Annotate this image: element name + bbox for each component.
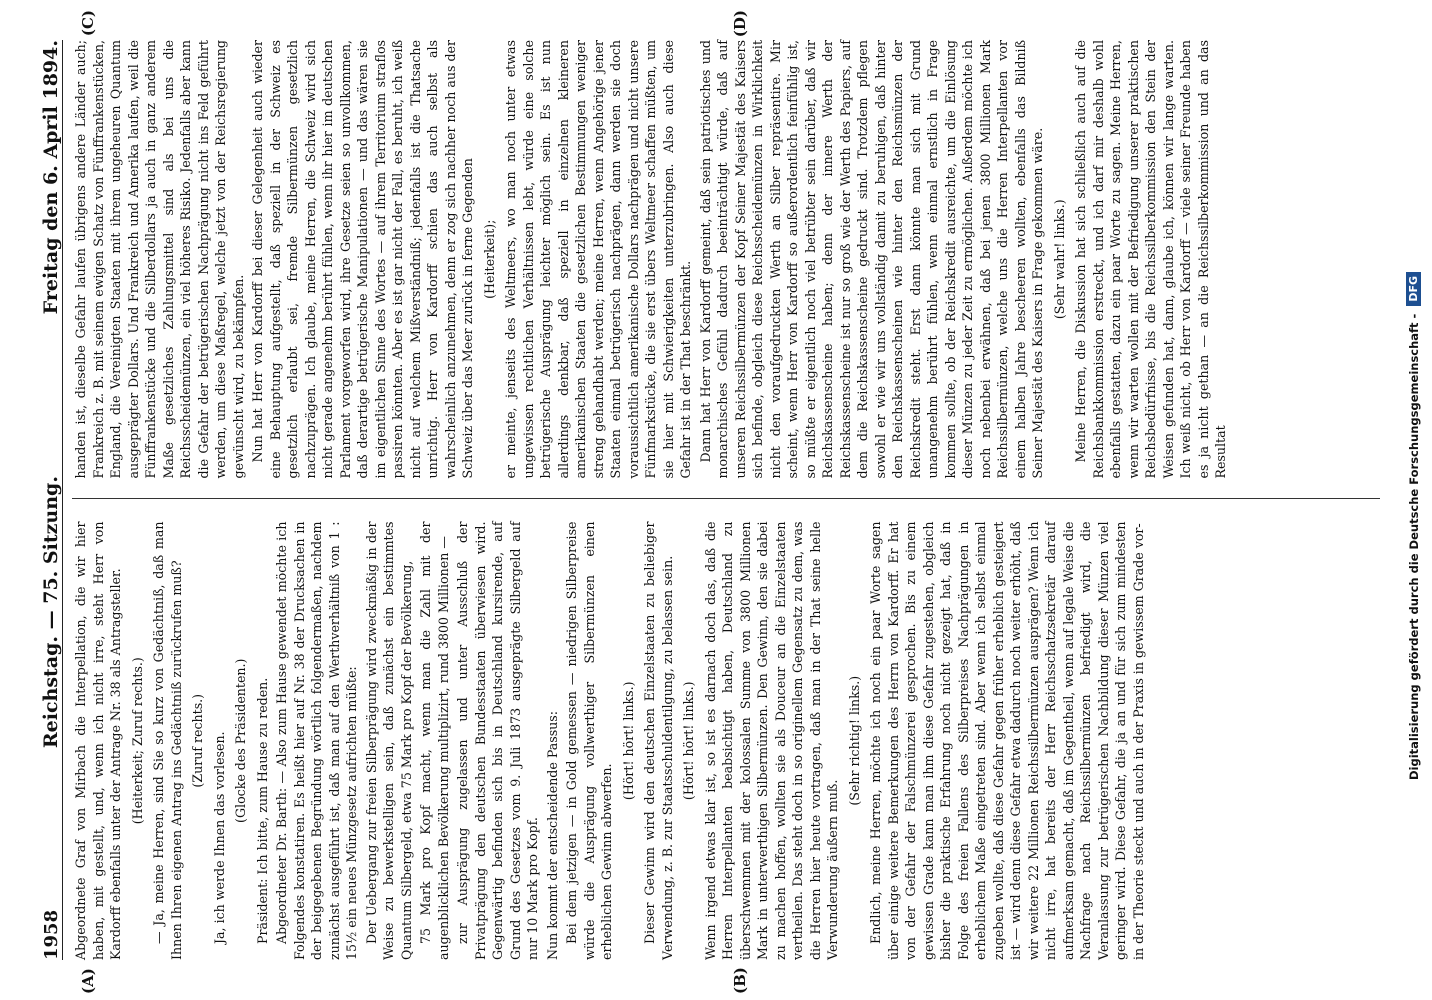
- interjection: (Sehr richtig! links.): [846, 675, 862, 806]
- paragraph: handen ist, dieselbe Gefahr laufen übrigens andere Länder auch; Frankreich z. B. mit seinem ewigen Schatz von Fünffrankenstücken, England, die Vereinigten Staaten mit ihrem ungeheuren Quantum ausgeprägter Dollars. Und Frankreich und Amerika laufen, weil die Fünffrankenstücke und die Silberdollars ja auch in ganz anderem Maße gesetzliches Zahlungsmittel sind als bei uns die Reichsscheidemünzen, ein viel höheres Risiko. Jedenfalls aber kann die Gefahr der betrügerischen Nachprägung nicht ins Feld geführt werden, um diese Maßregel, welche jetzt von der Reichsregierung gewünscht wird, zu bekämpfen.: [73, 40, 246, 479]
- interjection: (Heiterkeit);: [481, 219, 497, 299]
- paragraph: Nun hat Herr von Kardorff bei dieser Gelegenheit auch wieder eine Behauptung aufgestellt, daß speziell in der Schweiz es gesetzlich erlaubt sei, fremde Silbermünzen gesetzlich nachzuprägen. Ich glaube, meine Herren, die Schweiz wird sich nicht gerade angenehm berührt fühlen, wenn ihr hier im deutschen Parlament vorgeworfen wird, ihre Gesetze seien so unvollkommen, daß derartige betrügerische Manipulationen — und das wären sie im eigentlichen Sinne des Wortes — auf ihrem Territorium straflos passiren könnten. Aber es ist gar nicht der Fall, es beruht, ich weiß nicht auf welchem Mißverständniß; jedenfalls ist die Thatsache unrichtig. Herr von Kardorff schien das auch selbst als wahrscheinlich anzunehmen, denn er zog sich nachher noch aus der Schweiz über das Meer zurück in ferne Gegenden: [250, 40, 475, 479]
- paragraph: Abgeordnete Graf von Mirbach die Interpellation, die wir hier haben, mit gestellt, und, wenn ich nicht irre, steht Herr von Kardorff ebenfalls unter der Antrage Nr. 38 als Antragsteller.: [73, 521, 123, 960]
- page-number: 1958: [41, 909, 62, 960]
- dfg-credit-text: Digitalisierung gefördert durch die Deutsche Forschungsgemeinschaft -: [1406, 313, 1421, 780]
- paragraph: Nun kommt der entscheidende Passus:: [544, 711, 560, 960]
- page-header: [30, 40, 63, 960]
- left-column: [72, 521, 1380, 994]
- margin-marker-b: (B): [731, 967, 749, 994]
- margin-marker-a: (A): [79, 968, 97, 994]
- interjection: (Hört! hört! links.): [620, 681, 636, 801]
- margin-marker-d: (D): [731, 10, 749, 38]
- interjection: (Heiterkeit; Zuruf rechts.): [129, 657, 145, 825]
- session-title: Reichstag. — 75. Sitzung.: [40, 476, 62, 749]
- paragraph: — Ja, meine Herren, sind Sie so kurz von Gedächtniß, daß man Ihnen Ihren eigenen Antrag ins Gedächtniß zurückrufen muß?: [151, 521, 184, 960]
- text-columns: [72, 10, 1380, 994]
- interjection: (Hört! hört! links.): [681, 681, 696, 801]
- paragraph: Wenn irgend etwas klar ist, so ist es darnach doch das, daß die Herren Interpellanten beabsichtigt haben, Deutschland zu überschwemmen mit der kolossalen Summe von 3800 Millionen Mark in unterwerthigen Silbermünzen. Den Gewinn, den sie dabei zu machen hoffen, wollten sie als Douceur an die Einzelstaaten vertheilen. Das steht doch in so originellem Gegensatz zu dem, was die Herren hier heute vortragen, daß man in der That seine helle Verwunderung äußern muß.: [702, 521, 840, 960]
- dfg-logo: DFG: [1406, 272, 1421, 306]
- paragraph: er meinte, jenseits des Weltmeers, wo man noch unter etwas ungewissen rechtlichen Verhältnissen lebt, würde eine solche betrügerische Ausprägung leichter möglich sein. Es ist nun allerdings denkbar, daß speziell in einzelnen kleineren amerikanischen Staaten die gesetzlichen Bestimmungen weniger streng gehandhabt werden; meine Herren, wenn Angehörige jener Staaten einmal betrügerisch nachprägen, dann werden sie doch voraussichtlich amerikanische Dollars nachprägen und nicht unsere Fünfmarkstücke, die sie erst übers Weltmeer schaffen müßten, um sie hier mit Schwierigkeiten unterzubringen. Also auch diese Gefahr ist in der That beschränkt.: [503, 40, 693, 479]
- session-date: Freitag den 6. April 1894.: [40, 40, 62, 315]
- interjection: (Glocke des Präsidenten.): [233, 658, 248, 823]
- margin-marker-c: (C): [79, 10, 97, 37]
- paragraph: Endlich, meine Herren, möchte ich noch ein paar Worte sagen über einige weitere Bemerkungen des Herrn von Kardorff. Er hat von der Gefahr der Falschmünzerei gesprochen. Bis zu einem gewissen Grade kann man ihm diese Gefahr zugestehen, obgleich bisher die praktische Erfahrung noch nicht gezeigt hat, daß in Folge des freien Fallens des Silberpreises Nachprägungen in erheblichem Maße eingetreten sind. Aber wenn ich selbst einmal zugeben wollte, daß diese Gefahr gegen früher erheblich gesteigert ist — wird denn diese Gefahr etwa dadurch noch weiter erhöht, daß wir weitere 22 Millionen Reichssilbermünzen ausprägen? Wenn ich nicht irre, hat bereits der Herr Reichsschatzsekretär darauf aufmerksam gemacht, daß im Gegentheil, wenn auf legale Weise die Nachfrage nach Reichssilbermünzen befriedigt wird, die Veranlassung zur betrügerischen Nachbildung dieser Münzen viel geringer wird. Diese Gefahr, die ja an und für sich zum mindesten in der Theorie steckt und auch in der Praxis in gewissem Grade vor-: [868, 521, 1146, 960]
- interjection: (Sehr wahr! links.): [1051, 199, 1067, 320]
- paragraph: Abgeordneter Dr. Barth: — Also zum Hause gewendet möchte ich Folgendes konstatiren. Es heißt hier auf Nr. 38 der Drucksachen in der beigegebenen Begründung wörtlich folgendermaßen, nachdem zunächst ausgeführt ist, daß man auf den Werthverhältniß von 1 : 15½ ein neues Münzgesetz aufrichten müßte:: [274, 521, 359, 960]
- paragraph: Der Uebergang zur freien Silberprägung wird zweckmäßig in der Weise zu bewerkstelligen sein, daß zunächst ein bestimmtes Quantum Silbergeld, etwa 75 Mark pro Kopf der Bevölkerung,: [363, 521, 414, 960]
- interjection: (Zuruf rechts.): [190, 693, 205, 788]
- paragraph: Meine Herren, die Diskussion hat sich schließlich auch auf die Reichsbankkommission erstreckt, und ich darf mir deshalb wohl ebenfalls gestatten, dazu ein paar Worte zu sagen. Meine Herren, wenn wir warten wollen mit der Befriedigung unserer praktischen Reichsbedürfnisse, bis die Reichssilberkommission den Stein der Weisen gefunden hat, dann, glaube ich, können wir lange warten. Ich weiß nicht, ob Herr von Kardorff — viele seiner Freunde haben es ja nicht gethan — an die Reichssilberkommission und an das Resultat: [1073, 40, 1228, 479]
- right-column: [72, 10, 1380, 500]
- paragraph: Bei dem jetzigen — in Gold gemessen — niedrigen Silberpreise würde die Ausprägung vollwerthiger Silbermünzen einen erheblichen Gewinn abwerfen.: [564, 521, 614, 960]
- paragraph: zur Ausprägung zugelassen und unter Ausschluß der Privatprägung den deutschen Bundesstaaten überwiesen wird. Gegenwärtig befinden sich bis in Deutschland kursirende, auf Grund des Gesetzes vom 9. Juli 1873 ausgeprägte Silbergeld auf nur 10 Mark pro Kopf.: [455, 521, 540, 960]
- dfg-credit-strip: [1402, 0, 1428, 1000]
- paragraph: Dieser Gewinn wird den deutschen Einzelstaaten zu beliebiger Verwendung, z. B. zur Staatsschuldentilgung, zu belassen sein.: [642, 521, 675, 960]
- paragraph: Ja, ich werde Ihnen das vorlesen.: [211, 731, 227, 944]
- paragraph: 75 Mark pro Kopf macht, wenn man die Zahl mit der augenblicklichen Bevölkerung multiplizirt, rund 3800 Millionen —: [418, 521, 451, 960]
- paragraph: Präsident: Ich bitte, zum Hause zu reden.: [254, 677, 270, 944]
- paragraph: Dann hat Herr von Kardorff gemeint, daß sein patriotisches und monarchisches Gefühl dadurch beeinträchtigt würde, daß auf unseren Reichssilbermünzen der Kopf Seiner Majestät des Kaisers sich befinde, obgleich diese Reichsscheidemünzen in Wirklichkeit nicht den voraufgedruckten Werth an Silber repräsentire. Mir scheint, wenn Herr von Kardorff so außerordentlich feinfühlig ist, so müßte er eigentlich noch viel betrübter sein darüber, daß wir Reichskassenscheine haben; denn der innere Werth der Reichskassenscheine ist nur so groß wie der Werth des Papiers, auf dem die Reichskassenscheine gedruckt sind. Trotzdem pflegen sowohl er wie wir uns vollständig damit zu beruhigen, daß hinter den Reichskassenscheinen wie hinter den Reichsmünzen der Reichskredit steht. Erst dann könnte man sich mit Grund unangenehm berührt fühlen, wenn einmal ernstlich in Frage kommen sollte, ob der Reichskredit ausreichte, um die Einlösung dieser Münzen zu jeder Zeit zu ermöglichen. Außerdem möchte ich noch nebenbei erwähnen, daß bei jenen 3800 Millionen Mark Reichssilbermünzen, welche uns die Herren Interpellanten vor einem halben Jahre bescheeren wollten, ebenfalls das Bildniß Seiner Majestät des Kaisers in Frage gekommen wäre.: [697, 40, 1045, 479]
